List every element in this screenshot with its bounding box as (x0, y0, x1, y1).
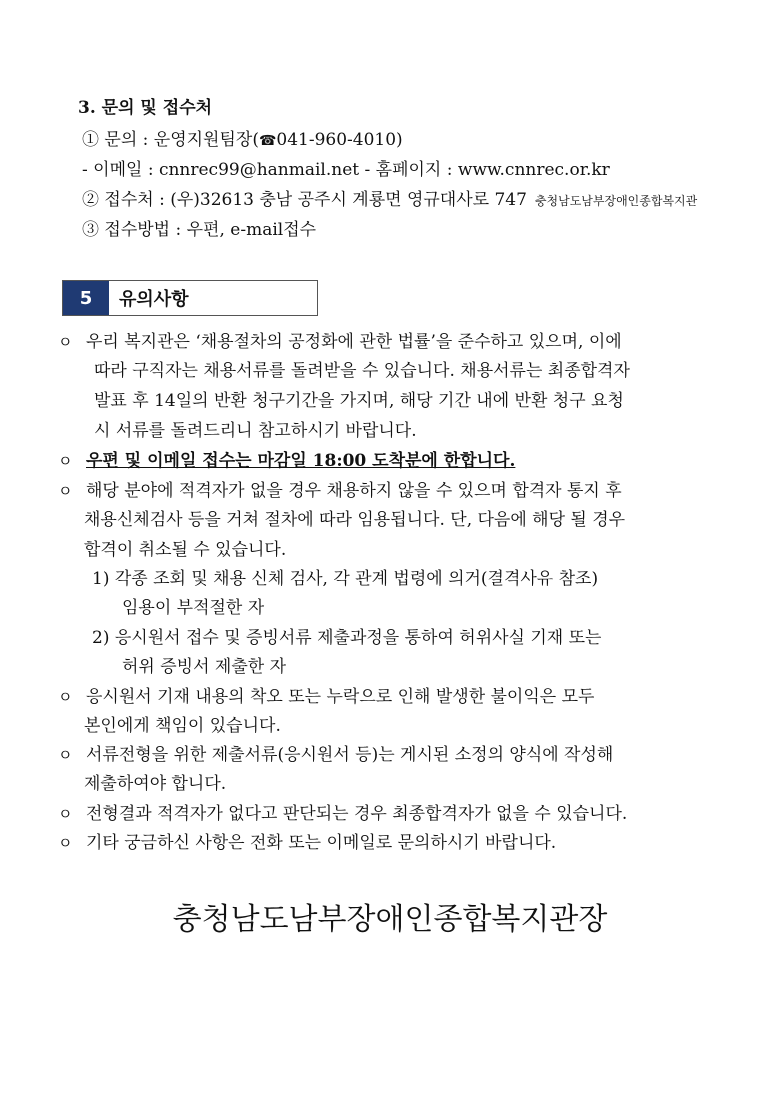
inquiry-line (82, 128, 403, 153)
issuer-signature: 충청남도남부장애인종합복지관장 (172, 902, 608, 937)
note1-line2: 따라 구직자는 채용서류를 돌려받을 수 있습니다. 채용서류는 최종합격자 (94, 361, 630, 381)
note1-line4: 시 서류를 돌려드리니 참고하시기 바랍니다. (94, 421, 417, 441)
note5-line1: 서류전형을 위한 제출서류(응시원서 등)는 게시된 소정의 양식에 작성해 (86, 745, 614, 765)
note5-line2: 제출하여야 합니다. (84, 774, 227, 794)
section5-title: 유의사항 (119, 289, 189, 310)
bullet-marker: ㅇ (58, 746, 73, 764)
section5-header (62, 280, 318, 316)
note7: 기타 궁금하신 사항은 전화 또는 이메일로 문의하시기 바랍니다. (86, 833, 557, 853)
contact-section-title: 3. 문의 및 접수처 (78, 98, 213, 118)
sub2-line1: 2) 응시원서 접수 및 증빙서류 제출과정을 통하여 허위사실 기재 또는 (92, 628, 602, 648)
bullet-marker: ㅇ (58, 333, 73, 351)
note3-line2: 채용신체검사 등을 거쳐 절차에 따라 임용됩니다. 단, 다음에 해당 될 경우 (84, 510, 626, 530)
inquiry-phone: 041-960-4010) (276, 130, 403, 150)
submit-organization: 충청남도남부장애인종합복지관 (534, 194, 698, 208)
bullet-marker: ㅇ (58, 805, 73, 823)
submit-address-line (82, 188, 697, 213)
phone-icon: ☎ (258, 133, 277, 149)
note3-line3: 합격이 취소될 수 있습니다. (84, 540, 287, 560)
note1-line3: 발표 후 14일의 반환 청구기간을 가지며, 해당 기간 내에 반환 청구 요청 (94, 391, 624, 411)
bullet-marker: ㅇ (58, 452, 73, 470)
sub2-line2: 허위 증빙서 제출한 자 (122, 657, 287, 677)
note2-deadline: 우편 및 이메일 접수는 마감일 18:00 도착분에 한합니다. (86, 451, 516, 471)
note4-line1: 응시원서 기재 내용의 착오 또는 누락으로 인해 발생한 불이익은 모두 (86, 687, 595, 707)
sub1-line2: 임용이 부적절한 자 (122, 598, 265, 618)
submit-method-line: ③ 접수방법 : 우편, e-mail접수 (82, 220, 317, 240)
bullet-marker: ㅇ (58, 688, 73, 706)
note4-line2: 본인에게 책임이 있습니다. (84, 716, 281, 736)
sub1-line1: 1) 각종 조회 및 채용 신체 검사, 각 관계 법령에 의거(결격사유 참조) (92, 569, 599, 589)
submit-address: ② 접수처 : (우)32613 충남 공주시 계룡면 영규대사로 747 (82, 190, 527, 210)
section5-number: 5 (63, 281, 109, 315)
note3-line1: 해당 분야에 적격자가 없을 경우 채용하지 않을 수 있으며 합격자 통지 후 (86, 481, 622, 501)
note6: 전형결과 적격자가 없다고 판단되는 경우 최종합격자가 없을 수 있습니다. (86, 804, 628, 824)
inquiry-label: ① 문의 : 운영지원팀장( (82, 130, 259, 150)
bullet-marker: ㅇ (58, 482, 73, 500)
note1-line1: 우리 복지관은 ‘채용절차의 공정화에 관한 법률’을 준수하고 있으며, 이에 (86, 332, 622, 352)
email-homepage-line: - 이메일 : cnnrec99@hanmail.net - 홈페이지 : www.cnnrec.or.kr (82, 160, 610, 180)
bullet-marker: ㅇ (58, 834, 73, 852)
